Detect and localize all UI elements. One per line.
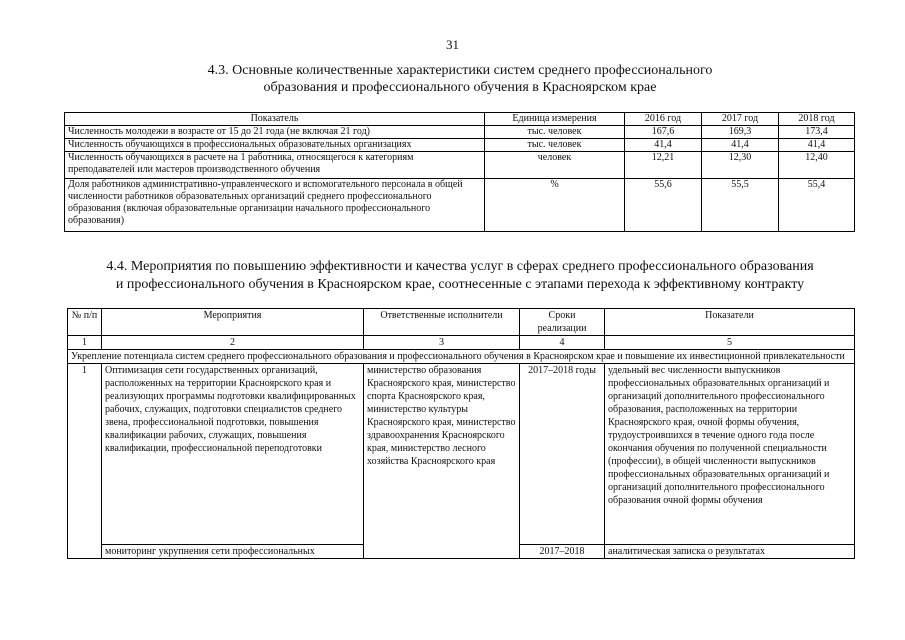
section-4-4-title-line2: и профессионального обучения в Красноярском крае, соотнесенные с этапами перехода к эффективному контракту	[115, 277, 805, 292]
header-indicator: Показатель	[65, 113, 485, 126]
table-row	[65, 139, 855, 152]
page-number: 31	[446, 37, 459, 52]
header-2018: 2018 год	[779, 113, 855, 126]
row-2017: 169,3	[702, 126, 779, 139]
header-responsible: Ответственные исполнители	[364, 309, 520, 336]
table-row	[68, 364, 855, 545]
row-2016: 55,6	[625, 179, 702, 232]
row-indicators: удельный вес численности выпускников профессиональных образовательных организаций и организаций дополнительного профессионального образования, расположенных на территории Красноярского края, очной формы обучения, трудоустроившихся в течение одного года после окончания обучения по полученной специальности (профессии), в общей численности выпускников профессиональных образовательных организаций и организаций дополнительного профессионального образования очной формы обучения	[605, 364, 855, 545]
row-unit: %	[485, 179, 625, 232]
row-activity: мониторинг укрупнения сети профессиональных	[102, 544, 364, 558]
table-header-row	[68, 309, 855, 336]
row-2017: 55,5	[702, 179, 779, 232]
row-unit: тыс. человек	[485, 139, 625, 152]
column-number: 4	[520, 336, 605, 350]
table-row	[65, 152, 855, 179]
row-indicator: Численность молодежи в возрасте от 15 до 21 года (не включая 21 год)	[65, 126, 485, 139]
row-activity: Оптимизация сети государственных организаций, расположенных на территории Красноярского края и реализующих программы подготовки квалифицированных рабочих, служащих, подготовки специалистов среднего звена, профессиональной подготовки, повышения квалификации рабочих, служащих, повышения квалификации, профессиональной переподготовки	[102, 364, 364, 545]
header-terms: Сроки реализации	[520, 309, 605, 336]
row-2018: 41,4	[779, 139, 855, 152]
row-responsible-empty	[364, 544, 520, 558]
row-indicator: Численность обучающихся в расчете на 1 работника, относящегося к категориям преподавателей или мастеров производственного обучения	[65, 152, 485, 179]
section-4-3-title	[140, 62, 780, 96]
group-title: Укрепление потенциала систем среднего профессионального образования и профессионального обучения в Красноярском крае и повышение их инвестиционной привлекательности	[68, 350, 855, 364]
group-row	[68, 350, 855, 364]
table-header-row	[65, 113, 855, 126]
row-num: 1	[68, 364, 102, 545]
section-4-4-title-line1: 4.4. Мероприятия по повышению эффективности и качества услуг в сферах среднего профессионального образования	[106, 259, 814, 274]
column-number: 1	[68, 336, 102, 350]
row-2018: 55,4	[779, 179, 855, 232]
header-unit: Единица измерения	[485, 113, 625, 126]
section-4-3-title-line2: образования и профессионального обучения в Красноярском крае	[263, 80, 657, 95]
row-terms: 2017–2018	[520, 544, 605, 558]
row-indicator: Доля работников административно-управленческого и вспомогательного персонала в общей численности работников образовательных организаций среднего профессионального образования (включая образовательные организации начального профессионального образования)	[65, 179, 485, 232]
header-indicators: Показатели	[605, 309, 855, 336]
row-terms: 2017–2018 годы	[520, 364, 605, 545]
header-activity: Мероприятия	[102, 309, 364, 336]
row-2016: 12,21	[625, 152, 702, 179]
row-2017: 12,30	[702, 152, 779, 179]
table-row	[65, 179, 855, 232]
row-2017: 41,4	[702, 139, 779, 152]
column-number: 2	[102, 336, 364, 350]
header-2016: 2016 год	[625, 113, 702, 126]
activities-table	[67, 308, 855, 559]
row-indicators: аналитическая записка о результатах	[605, 544, 855, 558]
row-2018: 12,40	[779, 152, 855, 179]
row-2016: 41,4	[625, 139, 702, 152]
row-num-empty	[68, 544, 102, 558]
row-unit: человек	[485, 152, 625, 179]
characteristics-table	[64, 112, 855, 232]
row-indicator: Численность обучающихся в профессиональных образовательных организациях	[65, 139, 485, 152]
section-4-4-title	[60, 258, 860, 294]
column-number: 5	[605, 336, 855, 350]
row-responsible: министерство образования Красноярского края, министерство спорта Красноярского края, министерство культуры Красноярского края, министерство здравоохранения Красноярского края, министерство лесного хозяйства Красноярского края	[364, 364, 520, 545]
table-row	[65, 126, 855, 139]
row-2016: 167,6	[625, 126, 702, 139]
table-row	[68, 544, 855, 558]
header-num: № п/п	[68, 309, 102, 336]
row-2018: 173,4	[779, 126, 855, 139]
row-unit: тыс. человек	[485, 126, 625, 139]
column-number-row	[68, 336, 855, 350]
header-2017: 2017 год	[702, 113, 779, 126]
section-4-3-title-line1: 4.3. Основные количественные характеристики систем среднего профессионального	[207, 63, 713, 78]
column-number: 3	[364, 336, 520, 350]
